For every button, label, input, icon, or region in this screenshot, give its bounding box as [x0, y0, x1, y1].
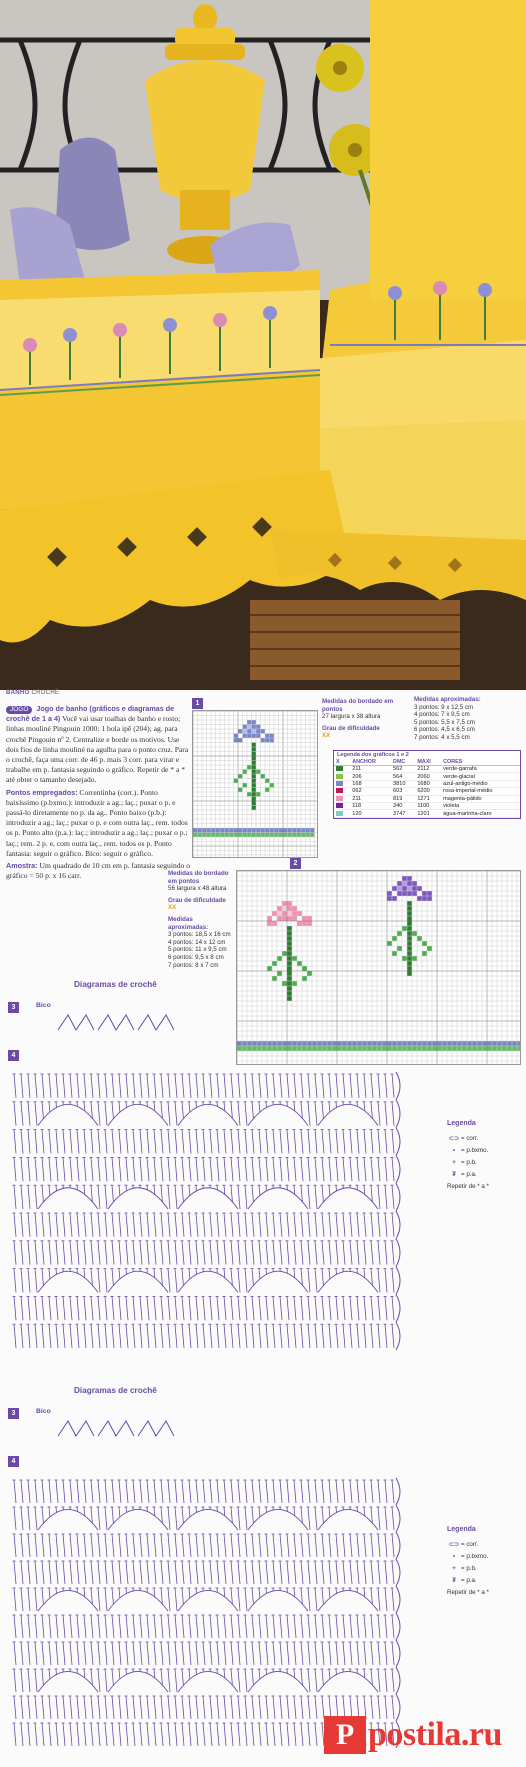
- legenda-b-item: ⊂⊃ = corr.: [448, 1541, 479, 1548]
- legend-row: [334, 802, 520, 809]
- legenda-a-item: + = p.b.: [452, 1159, 477, 1166]
- diagram-b-main-number: 4: [8, 1456, 19, 1467]
- legend-row: [334, 788, 520, 795]
- legend-cell: 168: [350, 780, 391, 787]
- diagram-b-bico-number: 3: [8, 1408, 19, 1419]
- legend-swatch-cell: [334, 773, 350, 780]
- legend-swatch-cell: [334, 788, 350, 795]
- points-title: Pontos empregados:: [6, 787, 78, 797]
- chart-2-difficulty: XX: [168, 904, 177, 912]
- watermark-logo-box: P: [324, 1716, 366, 1754]
- diagram-a-bico-number: 3: [8, 1002, 19, 1013]
- legend-header: CORES: [441, 759, 520, 766]
- article-intro: Você vai usar toalhas de banho e rosto; linhas mouliné Pingouin 1000: 1 bola ipê (204); ag. para crochê Pingouin nº 2. Centralize e borde os motivos. Use dois fios de linha mouliné na agulha para o ponto cruz. Para o crochê, faça uma corr. de 46 p. mais 3 corr. para virar e trabalhe em p. fantasia seguindo o gráfico. Repetir de * a * até obter o tamanho desejado.: [6, 714, 189, 785]
- legend-swatch-cell: [334, 766, 350, 773]
- legend-cell: 1680: [415, 780, 441, 787]
- cross-stitch-chart-1: [192, 710, 318, 858]
- legenda-b-item: + = p.b.: [452, 1565, 477, 1572]
- sample-title: Amostra:: [6, 861, 38, 871]
- diagram-a-main-number: 4: [8, 1050, 19, 1061]
- chart-2-difficulty-title: Grau de dificuldade: [168, 896, 226, 904]
- legend-swatch-cell: [334, 780, 350, 787]
- legend-cell: 1100: [415, 802, 441, 809]
- legend-row: [334, 810, 520, 817]
- color-swatch: [336, 781, 343, 786]
- color-swatch: [336, 774, 343, 779]
- legend-cell: 3747: [391, 810, 415, 817]
- approx-1-line: 3 pontos: 9 x 12,5 cm: [414, 703, 474, 711]
- legend-cell: 1201: [415, 810, 441, 817]
- chart-2-number: 2: [290, 858, 301, 869]
- chart-1-number: 1: [192, 698, 203, 709]
- legend-cell: 564: [391, 773, 415, 780]
- legenda-b-item: • = p.bxmo.: [452, 1553, 489, 1560]
- legend-row: [334, 780, 520, 787]
- product-photo: [0, 0, 526, 690]
- postila-watermark: [324, 1715, 502, 1755]
- iris-chart-2-svg: [237, 871, 520, 1064]
- legend-cell: 062: [350, 788, 391, 795]
- legend-row: [334, 795, 520, 802]
- approx-1-title: Medidas aproximadas:: [414, 696, 481, 703]
- chart-2-measures-title: Medidas do bordado em pontos: [168, 870, 229, 885]
- legend-cell: água-marinha-claro: [441, 810, 520, 817]
- chart-1-difficulty-title: Grau de dificuldade: [322, 724, 380, 732]
- chart-2-approx-line: 5 pontos: 11 x 9,5 cm: [168, 946, 227, 954]
- chart-2-info: [168, 870, 234, 969]
- diagram-b-bico-label: Bico: [36, 1408, 51, 1415]
- approx-1-line: 4 pontos: 7 x 9,5 cm: [414, 711, 470, 719]
- legend-cell: 206: [350, 773, 391, 780]
- legend-table-body: [334, 766, 520, 818]
- legend-row: [334, 773, 520, 780]
- legend-header: X: [334, 759, 350, 766]
- legend-cell: rosa-imperial-médio: [441, 788, 520, 795]
- legend-cell: verde-glacial: [441, 773, 520, 780]
- diagram-a-title: Diagramas de crochê: [74, 980, 157, 989]
- bico-diagram-b: [56, 1416, 176, 1446]
- legend-swatch-cell: [334, 795, 350, 802]
- bico-diagram-a: [56, 1010, 176, 1040]
- diagram-b-title: Diagramas de crochê: [74, 1386, 157, 1395]
- iris-chart-1-svg: [193, 711, 317, 857]
- approx-1-line: 7 pontos: 4 x 5,5 cm: [414, 733, 470, 741]
- legend-cell: 819: [391, 795, 415, 802]
- towel-photo-illustration: [0, 0, 526, 690]
- legend-cell: verde-garrafa: [441, 766, 520, 773]
- points-text: Correntinha (corr.). Ponto baixíssimo (p.bxmo.): introduzir a ag.; laç.; puxar o p. e passá-lo diretamente no p. da ag.. Ponto baixo (p.b.): introduzir a ag.; laç.; puxar o p. e com outra laç., rem. todos os p. Ponto alto (p.a.): laç.; introduzir a ag.; laç.; puxar o p.; laç.; rem. 2 p. e, com outra laç., rem. todos os p. Ponto fantasia: seguir o gráfico. Bico: seguir o gráfico.: [6, 787, 188, 858]
- legend-cell: 3810: [391, 780, 415, 787]
- legenda-a-item: • = p.bxmo.: [452, 1147, 489, 1154]
- legend-table-title: Legenda dos gráficos 1 e 2: [337, 752, 409, 758]
- legenda-a-title: Legenda: [447, 1120, 476, 1127]
- chart-2-approx-line: 6 pontos: 9,5 x 8 cm: [168, 953, 224, 961]
- legend-cell: 1271: [415, 795, 441, 802]
- crochet-diagram-a: [8, 1062, 408, 1360]
- cross-stitch-chart-2: [236, 870, 521, 1065]
- legend-header: MAXI: [415, 759, 441, 766]
- legend-swatch-cell: [334, 802, 350, 809]
- legend-header: DMC: [391, 759, 415, 766]
- legend-cell: 211: [350, 795, 391, 802]
- legenda-a-repeat: Repetir de * a *: [447, 1183, 489, 1190]
- legend-cell: violeta: [441, 802, 520, 809]
- legend-row: [334, 766, 520, 773]
- jogo-badge: JOGO: [6, 706, 32, 714]
- legend-cell: 2060: [415, 773, 441, 780]
- watermark-text: postila.ru: [368, 1716, 502, 1753]
- chart-2-approx-line: 3 pontos: 18,5 x 16 cm: [168, 931, 231, 939]
- legend-swatch-cell: [334, 810, 350, 817]
- legend-cell: 603: [391, 788, 415, 795]
- legenda-a-item: ⊂⊃ = corr.: [448, 1135, 479, 1142]
- approx-1-line: 6 pontos: 4,5 x 6,5 cm: [414, 726, 475, 734]
- color-swatch: [336, 811, 343, 816]
- legend-cell: 562: [391, 766, 415, 773]
- chart-2-approx-line: 7 pontos: 8 x 7 cm: [168, 961, 219, 969]
- legenda-b-title: Legenda: [447, 1526, 476, 1533]
- legend-header: ANCHOR: [350, 759, 391, 766]
- color-swatch: [336, 796, 343, 801]
- legend-cell: 6200: [415, 788, 441, 795]
- color-swatch: [336, 788, 343, 793]
- legend-cell: 118: [350, 802, 391, 809]
- section-label: BANHO CROCHÊ: [6, 690, 60, 696]
- legenda-a-item: ₮ = p.a.: [452, 1171, 477, 1178]
- chart-1-measures: 27 largura x 38 altura: [322, 713, 381, 721]
- legend-cell: magenta-pálido: [441, 795, 520, 802]
- legend-cell: azul-antigo-médio: [441, 780, 520, 787]
- approx-1-line: 5 pontos: 5,5 x 7,5 cm: [414, 718, 475, 726]
- color-swatch: [336, 766, 343, 771]
- magazine-page: [0, 690, 526, 1767]
- legenda-b-repeat: Repetir de * a *: [447, 1589, 489, 1596]
- chart-2-measures: 56 largura x 48 altura: [168, 885, 227, 893]
- legenda-b-item: ₮ = p.a.: [452, 1577, 477, 1584]
- article-lead: Jogo de banho (gráficos e diagramas de crochê de 1 a 4): [6, 704, 175, 724]
- thread-legend-table: [333, 750, 521, 819]
- legend-table-grid: [334, 759, 520, 818]
- legend-cell: 340: [391, 802, 415, 809]
- chart-2-approx-title: Medidas aproximadas:: [168, 915, 209, 931]
- chart-1-approx: [414, 696, 524, 742]
- chart-1-measures-title: Medidas do bordado em pontos: [322, 698, 394, 713]
- chart-1-difficulty: XX: [322, 732, 331, 740]
- article-text: [6, 704, 192, 883]
- diagram-a-bico-label: Bico: [36, 1002, 51, 1009]
- chart-1-info: [322, 698, 410, 740]
- color-swatch: [336, 803, 343, 808]
- sample-text: Um quadrado de 10 cm em p. fantasia seguindo o gráfico = 50 p. x 16 carr.: [6, 861, 191, 881]
- legend-cell: 211: [350, 766, 391, 773]
- legend-cell: 120: [350, 810, 391, 817]
- chart-2-approx-line: 4 pontos: 14 x 12 cm: [168, 938, 226, 946]
- legend-cell: 2112: [415, 766, 441, 773]
